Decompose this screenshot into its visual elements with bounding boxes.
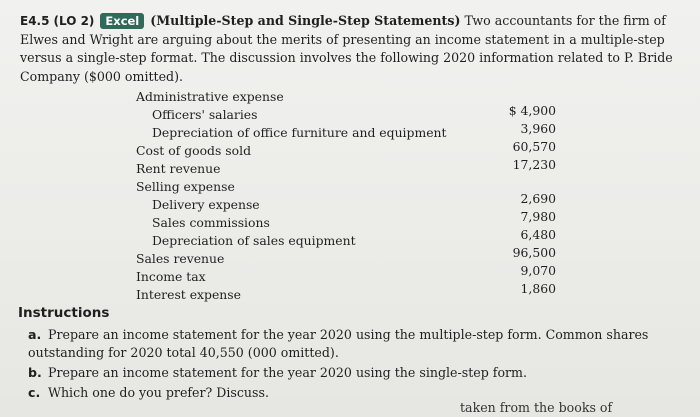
learning-objective: (LO 2): [53, 14, 95, 28]
partial-next-text: taken from the books of: [460, 400, 613, 415]
item-label: Sales revenue: [136, 251, 225, 266]
instruction-b-tag: b.: [28, 365, 42, 380]
item-amount: 2,690: [520, 191, 556, 206]
item-label: Income tax: [136, 269, 206, 284]
item-amount: 60,570: [512, 139, 556, 154]
item-label: Sales commissions: [152, 215, 270, 230]
excel-badge: Excel: [100, 13, 144, 29]
instruction-c-tag: c.: [28, 385, 41, 400]
table-row: [136, 160, 220, 177]
item-label: Cost of goods sold: [136, 143, 251, 158]
item-label: Interest expense: [136, 287, 241, 302]
item-amount: 6,480: [520, 227, 556, 242]
item-label: Delivery expense: [152, 197, 260, 212]
table-row: [136, 178, 235, 195]
instruction-b-text: Prepare an income statement for the year 2020 using the single-step form.: [48, 365, 528, 380]
problem-title: (Multiple-Step and Single-Step Statements): [150, 13, 461, 28]
item-amount: $ 4,900: [508, 103, 556, 118]
table-row: [136, 268, 206, 285]
instruction-a-tag: a.: [28, 327, 42, 342]
instruction-a: [28, 326, 678, 362]
instruction-a-text: Prepare an income statement for the year 2020 using the multiple-step form. Common shares outstanding for 2020 total 40,550 (000 omitted).: [28, 327, 649, 360]
item-label: Depreciation of sales equipment: [152, 233, 356, 248]
problem-number: E4.5: [20, 14, 50, 28]
table-row: [152, 124, 447, 141]
table-row: [152, 196, 260, 213]
table-row: [152, 214, 270, 231]
table-row: [136, 88, 284, 105]
table-row: [136, 142, 251, 159]
table-row: [136, 286, 241, 303]
item-label: Administrative expense: [136, 89, 284, 104]
item-amount: 1,860: [520, 281, 556, 296]
item-amount: 96,500: [512, 245, 556, 260]
instructions-heading: Instructions: [18, 305, 110, 321]
item-label: Officers' salaries: [152, 107, 258, 122]
item-label: Rent revenue: [136, 161, 221, 176]
item-label: Selling expense: [136, 179, 235, 194]
problem-body: Two accountants for the firm of Elwes and Wright are arguing about the merits of presenting an income statement in a multiple-step versus a single-step format. The discussion involves the following 2020 information related to P. Bride Company ($000 omitted).: [20, 13, 673, 84]
table-row: [136, 250, 224, 267]
item-label: Depreciation of office furniture and equipment: [152, 125, 447, 140]
problem-header: [20, 12, 680, 86]
table-row: [152, 232, 356, 249]
instruction-b: [28, 364, 678, 382]
instruction-c-text: Which one do you prefer? Discuss.: [48, 385, 269, 400]
item-amount: 17,230: [512, 157, 556, 172]
item-amount: 7,980: [520, 209, 556, 224]
item-amount: 9,070: [520, 263, 556, 278]
table-row: [152, 106, 258, 123]
item-amount: 3,960: [520, 121, 556, 136]
